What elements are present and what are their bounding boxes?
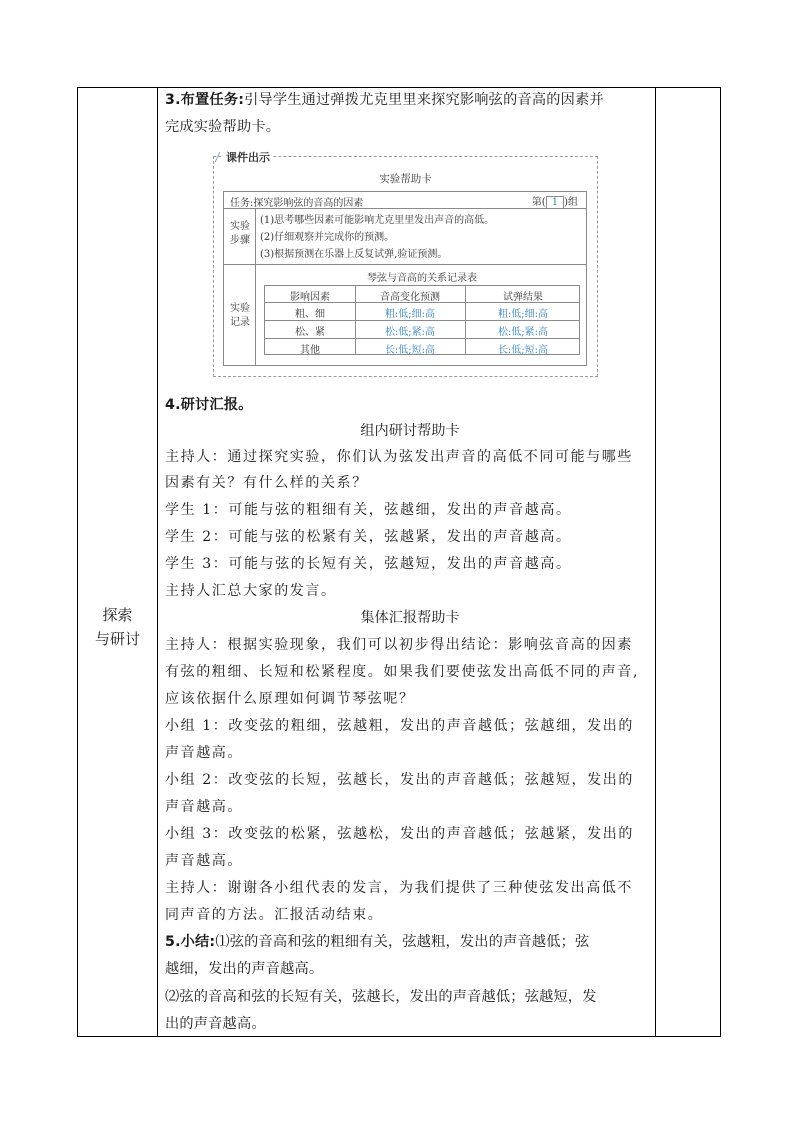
host-line: 主持人：通过探究实验，你们认为弦发出声音的高低不同可能与哪些 [165,449,633,465]
record-table-title: 琴弦与音高的关系记录表 [367,273,477,284]
summary-line4: 出的声音越高。 [165,1016,266,1032]
student-line: 学生 2：可能与弦的松紧有关，弦越紧，发出的声音越高。 [165,529,572,545]
group-line: 小组 3：改变弦的松紧，弦越松，发出的声音越低；弦越紧，发出的 [165,826,634,842]
table-cell: 松:低;紧:高 [384,327,436,338]
header-prediction: 音高变化预测 [380,292,440,303]
step-2: (2)仔细观察并完成你的预测。 [260,232,395,243]
courseware-tag: 课件出示 [223,149,273,165]
card-title: 实验帮助卡 [379,173,432,185]
lesson-table [77,87,721,1037]
record-label: 实验 记录 [230,303,250,328]
summary-line3: ⑵弦的音高和弦的长短有关，弦越长，发出的声音越低；弦越短，发 [165,989,597,1005]
host-line: 主持人：根据实验现象，我们可以初步得出结论：影响弦音高的因素 [165,637,633,653]
task3-line1: 3.布置任务:引导学生通过弹拨尤克里里来探究影响弦的音高的因素并 [165,92,604,108]
task-label: 任务:探究影响弦的音高的因素 [230,198,364,209]
group-line: 声音越高。 [165,799,243,815]
host-line: 主持人：谢谢各小组代表的发言，为我们提供了三种使弦发出高低不 [165,880,633,896]
group-line: 声音越高。 [165,853,243,869]
host-line: 主持人汇总大家的发言。 [165,583,337,599]
column-divider-right [655,88,656,1036]
table-cell: 粗:低;细:高 [497,309,549,320]
group-number: 第( 1 )组 [531,197,578,208]
table-cell: 粗:低;细:高 [384,309,436,320]
courseware-box [213,151,598,377]
experiment-card [223,191,587,366]
host-line: 有弦的粗细、长短和松紧程度。如果我们要使弦发出高低不同的声音, [165,664,640,680]
table-cell: 长:低;短:高 [384,345,436,356]
table-row: 其他 [300,345,320,356]
header-factor: 影响因素 [290,292,330,303]
table-cell: 松:低;紧:高 [497,327,549,338]
group-line: 小组 2：改变弦的长短，弦越长，发出的声音越低；弦越短，发出的 [165,772,634,788]
table-row: 粗、细 [295,309,325,320]
host-line: 应该依据什么原理如何调节琴弦呢？ [165,691,415,707]
task3-line2: 完成实验帮助卡。 [165,119,281,135]
group-line: 声音越高。 [165,745,243,761]
section-label: 探索 与研讨 [94,606,140,648]
report-heading: 4.研讨汇报。 [165,397,253,413]
student-line: 学生 3：可能与弦的长短有关，弦越短，发出的声音越高。 [165,556,572,572]
column-divider-left [157,88,158,1036]
step-3: (3)根据预测在乐器上反复试弹,验证预测。 [260,249,448,260]
card1-title: 组内研讨帮助卡 [360,423,460,439]
host-line: 同声音的方法。汇报活动结束。 [165,907,384,923]
summary-line1: 5.小结:⑴弦的音高和弦的粗细有关，弦越粗，发出的声音越低；弦 [165,934,590,950]
record-table [264,285,580,355]
host-line: 因素有关？有什么样的关系？ [165,475,368,491]
header-result: 试弹结果 [503,292,543,303]
card2-title: 集体汇报帮助卡 [360,610,460,626]
steps-label: 实验 步骤 [230,221,250,246]
summary-line2: 越细，发出的声音越高。 [165,961,324,977]
group-line: 小组 1：改变弦的粗细，弦越粗，发出的声音越低；弦越细，发出的 [165,718,634,734]
step-1: (1)思考哪些因素可能影响尤克里里发出声音的高低。 [260,215,495,226]
student-line: 学生 1：可能与弦的粗细有关，弦越细，发出的声音越高。 [165,502,572,518]
table-cell: 长:低;短:高 [497,345,549,356]
table-row: 松、紧 [295,327,325,338]
